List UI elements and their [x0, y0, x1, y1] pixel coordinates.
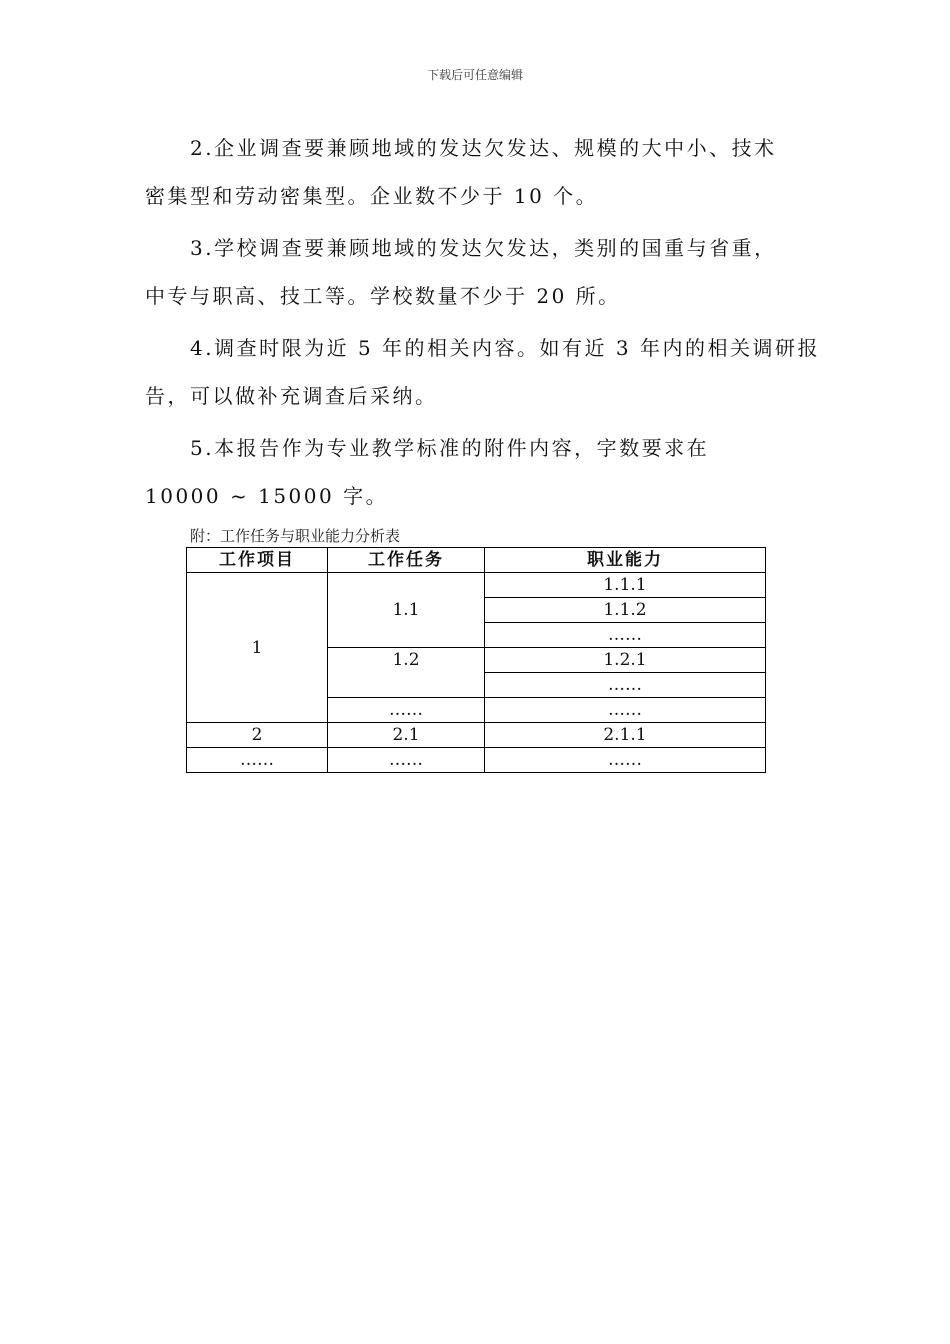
table-cell-ability: 1.1.2	[485, 598, 766, 623]
table-cell-project: 1	[187, 573, 328, 723]
table-cell-ability: ……	[485, 748, 766, 773]
table-cell-task: 1.1	[328, 573, 485, 648]
table-cell-project: ……	[187, 748, 328, 773]
paragraph-3	[145, 238, 825, 306]
paragraph-line: 10000 ~ 15000 字。	[145, 484, 389, 508]
paragraph-line: 3.学校调查要兼顾地域的发达欠发达，类别的国重与省重，	[190, 236, 777, 260]
table-cell-project: 2	[187, 723, 328, 748]
table-caption: 附：工作任务与职业能力分析表	[190, 527, 401, 545]
paragraph-5	[145, 438, 825, 506]
table-cell-ability: ……	[485, 673, 766, 698]
table-cell-ability: 1.2.1	[485, 648, 766, 673]
paragraph-2	[145, 138, 825, 206]
paragraph-line: 密集型和劳动密集型。企业数不少于 10 个。	[145, 184, 599, 208]
table-row	[187, 573, 766, 598]
table-cell-task: 1.2	[328, 648, 485, 673]
page-header: 下载后可任意编辑	[426, 68, 523, 82]
paragraph-line: 5.本报告作为专业教学标准的附件内容，字数要求在	[190, 436, 710, 460]
table-row	[187, 723, 766, 748]
paragraph-line: 中专与职高、技工等。学校数量不少于 20 所。	[145, 284, 621, 308]
column-header: 工作项目	[187, 548, 328, 573]
table-cell-task: ……	[328, 698, 485, 723]
paragraph-line: 2.企业调查要兼顾地域的发达欠发达、规模的大中小、技术	[190, 136, 777, 160]
table-cell-ability: ……	[485, 698, 766, 723]
column-header: 职业能力	[485, 548, 766, 573]
table-cell-ability: 2.1.1	[485, 723, 766, 748]
paragraph-line: 告，可以做补充调查后采纳。	[145, 384, 438, 408]
paragraph-line: 4.调查时限为近 5 年的相关内容。如有近 3 年内的相关调研报	[190, 336, 820, 360]
task-ability-table	[186, 547, 766, 773]
table-cell-task: ……	[328, 748, 485, 773]
column-header: 工作任务	[328, 548, 485, 573]
table-row	[187, 748, 766, 773]
table-cell-task-empty	[328, 673, 485, 698]
table-header-row	[187, 548, 766, 573]
table-cell-ability: ……	[485, 623, 766, 648]
table-cell-task: 2.1	[328, 723, 485, 748]
table-cell-ability: 1.1.1	[485, 573, 766, 598]
paragraph-4	[145, 338, 825, 406]
